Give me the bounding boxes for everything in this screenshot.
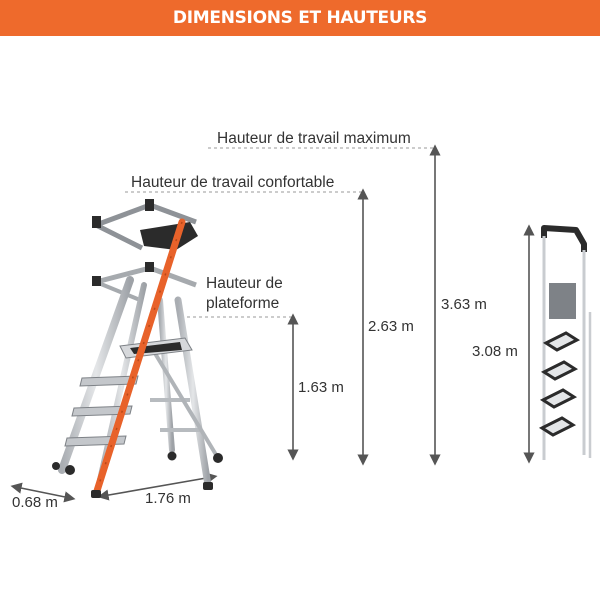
max-height-value: 3.63 m [441,296,487,313]
platform-height-label-line1: Hauteur de [206,275,283,292]
platform-height-value: 1.63 m [298,379,344,396]
folded-height-value: 3.08 m [472,343,518,360]
comfort-height-value: 2.63 m [368,318,414,335]
ladder-folded [542,228,590,460]
platform-height-label-line2: plateforme [206,295,280,312]
width-value: 0.68 m [12,494,58,511]
length-value: 1.76 m [145,490,191,507]
ladder-deployed [52,199,223,498]
max-height-label: Hauteur de travail maximum [217,130,411,147]
header-title: DIMENSIONS ET HAUTEURS [172,8,428,28]
comfort-height-label: Hauteur de travail confortable [131,174,335,191]
